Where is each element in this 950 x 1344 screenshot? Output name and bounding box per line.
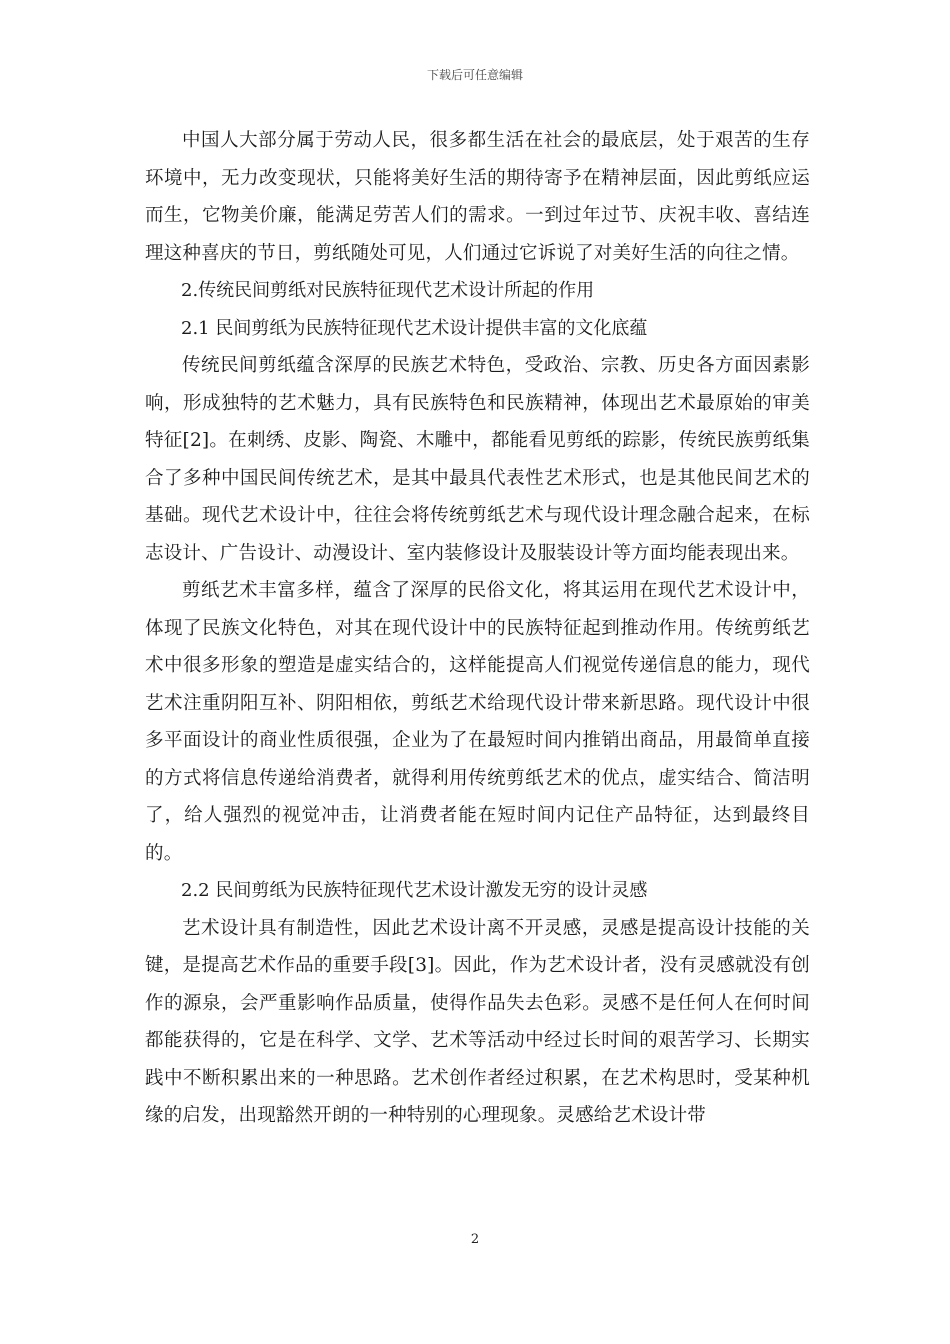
subsection-heading-2-1: 2.1 民间剪纸为民族特征现代艺术设计提供丰富的文化底蕴: [181, 317, 648, 339]
page-number: 2: [470, 1232, 480, 1247]
section-heading-2: 2.传统民间剪纸对民族特征现代艺术设计所起的作用: [181, 280, 595, 301]
paragraph-cultural-heritage: 传统民间剪纸蕴含深厚的民族艺术特色，受政治、宗教、历史各方面因素影响，形成独特的艺术魅力，具有民族特色和民族精神，体现出艺术最原始的审美特征[2]。在刺绣、皮影、陶瓷、木雕中，都能看见剪纸的踪影，传统民族剪纸集合了多种中国民间传统艺术，是其中最具代表性艺术形式，也是其他民间艺术的基础。现代艺术设计中，往往会将传统剪纸艺术与现代设计理念融合起来，在标志设计、广告设计、动漫设计、室内装修设计及服装设计等方面均能表现出来。: [145, 355, 810, 564]
document-body: [145, 122, 810, 1135]
paragraph-folk-culture: 剪纸艺术丰富多样，蕴含了深厚的民俗文化，将其运用在现代艺术设计中，体现了民族文化特色，对其在现代设计中的民族特征起到推动作用。传统剪纸艺术中很多形象的塑造是虚实结合的，这样能提高人们视觉传递信息的能力，现代艺术注重阴阳互补、阴阳相依，剪纸艺术给现代设计带来新思路。现代设计中很多平面设计的商业性质很强，企业为了在最短时间内推销出商品，用最简单直接的方式将信息传递给消费者，就得利用传统剪纸艺术的优点，虚实结合、简洁明了，给人强烈的视觉冲击，让消费者能在短时间内记住产品特征，达到最终目的。: [145, 580, 810, 864]
paragraph-design-inspiration: 艺术设计具有制造性，因此艺术设计离不开灵感，灵感是提高设计技能的关键，是提高艺术作品的重要手段[3]。因此，作为艺术设计者，没有灵感就没有创作的源泉，会严重影响作品质量，使得作品失去色彩。灵感不是任何人在何时间都能获得的，它是在科学、文学、艺术等活动中经过长时间的艰苦学习、长期实践中不断积累出来的一种思路。艺术创作者经过积累，在艺术构思时，受某种机缘的启发，出现豁然开朗的一种特别的心理现象。灵感给艺术设计带: [145, 917, 810, 1126]
subsection-heading-2-2: 2.2 民间剪纸为民族特征现代艺术设计激发无穷的设计灵感: [181, 880, 648, 901]
paragraph-intro: 中国人大部分属于劳动人民，很多都生活在社会的最底层，处于艰苦的生存环境中，无力改变现状，只能将美好生活的期待寄予在精神层面，因此剪纸应运而生，它物美价廉，能满足劳苦人们的需求。一到过年过节、庆祝丰收、喜结连理这种喜庆的节日，剪纸随处可见，人们通过它诉说了对美好生活的向往之情。: [145, 130, 810, 264]
page-header: 下载后可任意编辑: [426, 68, 523, 82]
